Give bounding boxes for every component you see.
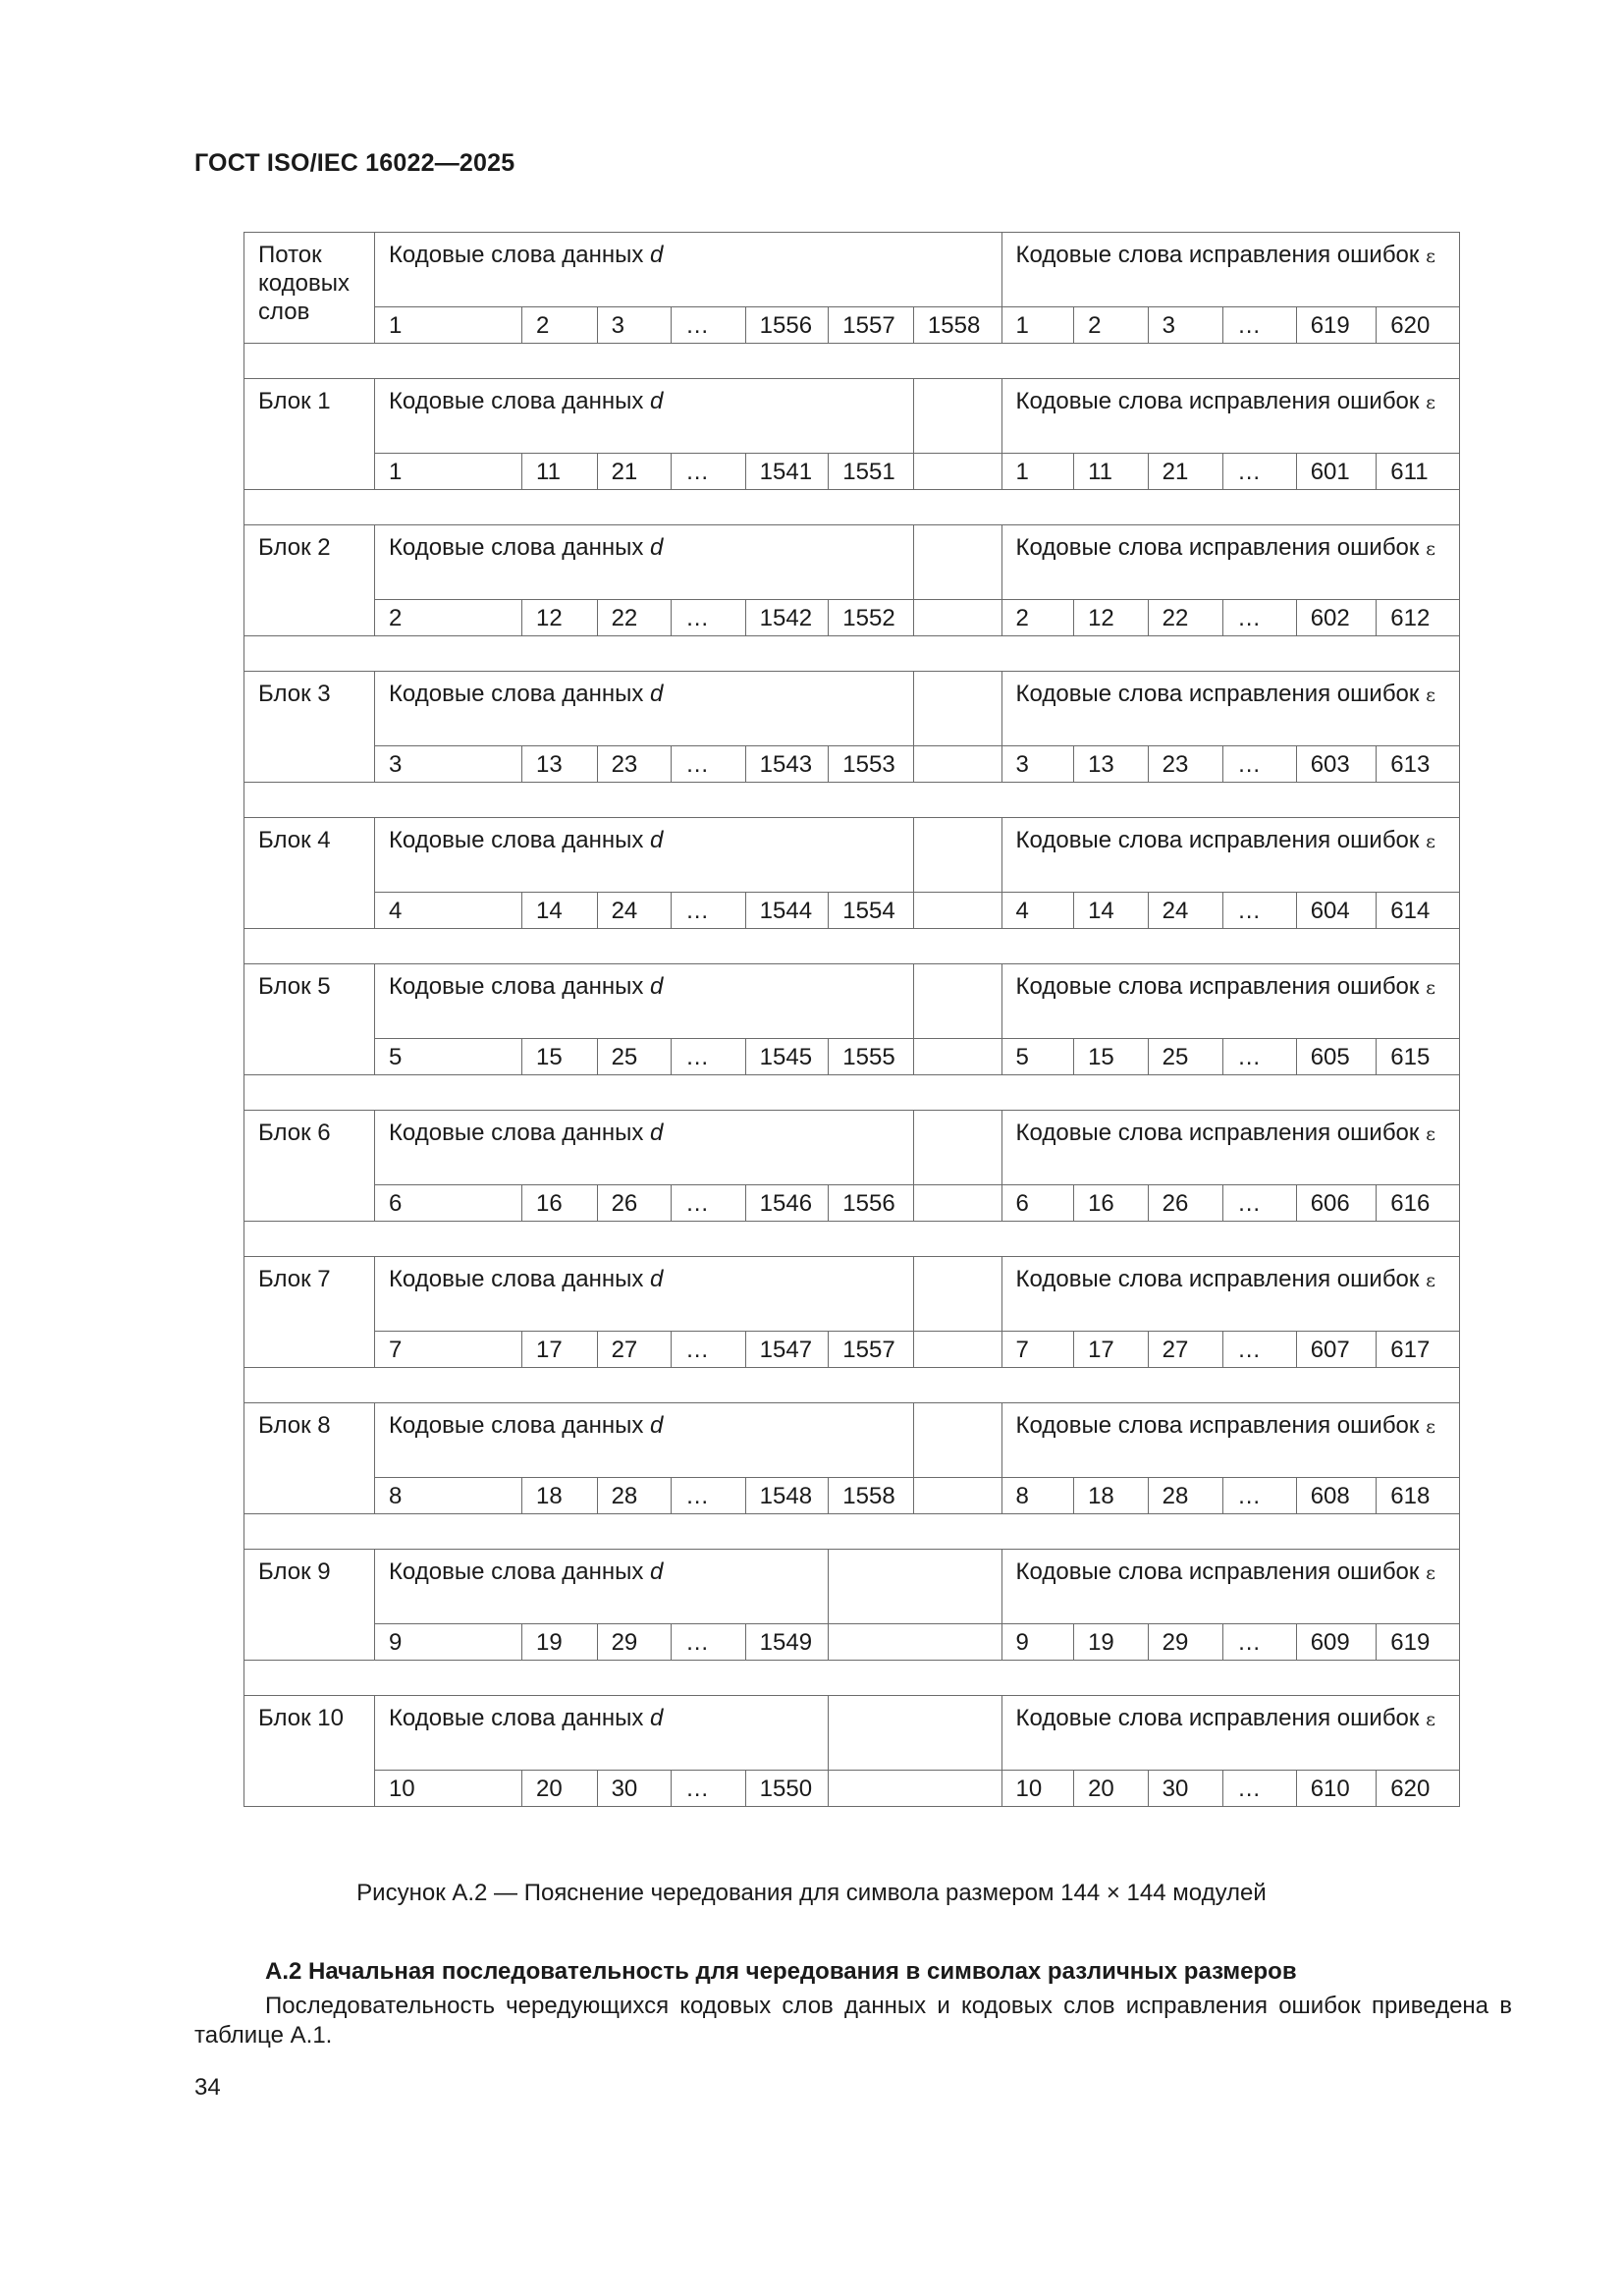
- block-label: Блок 1: [244, 379, 375, 490]
- block-data-number: 29: [597, 1624, 672, 1661]
- data-label: Кодовые слова данных: [388, 1558, 644, 1585]
- block-label: Блок 8: [244, 1403, 375, 1514]
- block-ecc-header: [1001, 964, 1459, 1039]
- block-ecc-number: 20: [1074, 1771, 1149, 1807]
- block-data-header: [374, 1696, 828, 1771]
- block-ecc-number: …: [1223, 1185, 1297, 1222]
- data-symbol: d: [650, 1705, 664, 1731]
- block-data-number: 4: [374, 893, 521, 929]
- block-empty-header: [913, 818, 1001, 893]
- block-ecc-number: 614: [1377, 893, 1460, 929]
- ecc-symbol: ε: [1426, 1562, 1435, 1584]
- block-ecc-number: …: [1223, 1624, 1297, 1661]
- ecc-symbol: ε: [1426, 977, 1435, 999]
- block-data-number: 1546: [745, 1185, 829, 1222]
- block-data-number: 9: [374, 1624, 521, 1661]
- block-ecc-number: 612: [1377, 600, 1460, 636]
- ecc-label: Кодовые слова исправления ошибок: [1015, 1412, 1420, 1439]
- ecc-symbol: ε: [1426, 831, 1435, 852]
- block-data-number: 22: [597, 600, 672, 636]
- stream-ecc-number: 619: [1296, 307, 1377, 344]
- block-ecc-number: 615: [1377, 1039, 1460, 1075]
- block-ecc-number: 613: [1377, 746, 1460, 783]
- block-ecc-number: 601: [1296, 454, 1377, 490]
- block-label: Блок 10: [244, 1696, 375, 1807]
- block-data-number: 17: [522, 1332, 598, 1368]
- block-ecc-number: …: [1223, 1771, 1297, 1807]
- ecc-symbol: ε: [1426, 538, 1435, 560]
- block-header-row: [244, 672, 1460, 746]
- block-header-row: [244, 1550, 1460, 1624]
- block-ecc-number: 11: [1074, 454, 1149, 490]
- block-data-number: 1558: [829, 1478, 914, 1514]
- block-data-number: …: [672, 1624, 746, 1661]
- block-empty-cell: [913, 1185, 1001, 1222]
- data-label: Кодовые слова данных: [388, 1705, 644, 1731]
- block-ecc-header: [1001, 1257, 1459, 1332]
- block-ecc-number: 29: [1148, 1624, 1223, 1661]
- block-empty-header: [913, 1257, 1001, 1332]
- block-ecc-number: 19: [1074, 1624, 1149, 1661]
- block-data-number: …: [672, 893, 746, 929]
- ecc-symbol: ε: [1426, 246, 1435, 267]
- block-data-number: …: [672, 600, 746, 636]
- block-ecc-number: 15: [1074, 1039, 1149, 1075]
- block-data-number: 1553: [829, 746, 914, 783]
- block-empty-cell: [913, 454, 1001, 490]
- block-data-number: 1549: [745, 1624, 829, 1661]
- figure-caption: Рисунок А.2 — Пояснение чередования для символа размером 144 × 144 модулей: [356, 1880, 1267, 1906]
- block-ecc-number: 21: [1148, 454, 1223, 490]
- spacer-cell: [244, 929, 1460, 964]
- block-data-number: 1552: [829, 600, 914, 636]
- interleaving-figure-table: [243, 232, 1460, 1807]
- block-ecc-number: 1: [1001, 454, 1074, 490]
- block-ecc-number: …: [1223, 746, 1297, 783]
- spacer-row: [244, 929, 1460, 964]
- block-data-number: 1551: [829, 454, 914, 490]
- block-data-number: 24: [597, 893, 672, 929]
- block-empty-cell: [913, 1039, 1001, 1075]
- block-ecc-number: 7: [1001, 1332, 1074, 1368]
- data-label: Кодовые слова данных: [388, 388, 644, 414]
- block-ecc-number: 607: [1296, 1332, 1377, 1368]
- block-ecc-number: 611: [1377, 454, 1460, 490]
- data-label: Кодовые слова данных: [388, 1266, 644, 1292]
- block-data-number: 18: [522, 1478, 598, 1514]
- block-data-header: [374, 1257, 913, 1332]
- block-header-row: [244, 379, 1460, 454]
- block-data-number: 27: [597, 1332, 672, 1368]
- data-symbol: d: [650, 1266, 664, 1292]
- block-data-number: 6: [374, 1185, 521, 1222]
- block-empty-header: [913, 672, 1001, 746]
- block-data-header: [374, 1111, 913, 1185]
- block-data-number: 1550: [745, 1771, 829, 1807]
- spacer-row: [244, 1222, 1460, 1257]
- stream-data-number: 2: [522, 307, 598, 344]
- block-label: Блок 9: [244, 1550, 375, 1661]
- data-symbol: d: [650, 827, 664, 853]
- stream-data-number: 1557: [829, 307, 914, 344]
- block-data-number: …: [672, 1185, 746, 1222]
- block-label: Блок 2: [244, 525, 375, 636]
- block-numbers-row: [244, 893, 1460, 929]
- data-symbol: d: [650, 973, 664, 1000]
- block-empty-cell: [829, 1624, 1001, 1661]
- block-ecc-number: …: [1223, 893, 1297, 929]
- block-ecc-number: 603: [1296, 746, 1377, 783]
- block-data-number: 28: [597, 1478, 672, 1514]
- block-ecc-number: …: [1223, 600, 1297, 636]
- spacer-row: [244, 1514, 1460, 1550]
- block-ecc-number: 13: [1074, 746, 1149, 783]
- block-empty-cell: [913, 746, 1001, 783]
- block-data-number: 5: [374, 1039, 521, 1075]
- data-label: Кодовые слова данных: [388, 827, 644, 853]
- block-ecc-header: [1001, 818, 1459, 893]
- spacer-cell: [244, 1368, 1460, 1403]
- stream-label: Поток кодовых слов: [244, 233, 375, 344]
- block-ecc-number: 17: [1074, 1332, 1149, 1368]
- block-numbers-row: [244, 746, 1460, 783]
- spacer-row: [244, 1075, 1460, 1111]
- block-ecc-number: 604: [1296, 893, 1377, 929]
- block-data-number: 1544: [745, 893, 829, 929]
- block-ecc-number: 620: [1377, 1771, 1460, 1807]
- block-ecc-number: …: [1223, 1039, 1297, 1075]
- ecc-symbol: ε: [1426, 1416, 1435, 1438]
- spacer-row: [244, 1368, 1460, 1403]
- spacer-cell: [244, 1075, 1460, 1111]
- block-data-number: 20: [522, 1771, 598, 1807]
- block-data-number: 1548: [745, 1478, 829, 1514]
- block-empty-header: [913, 1403, 1001, 1478]
- block-ecc-number: 609: [1296, 1624, 1377, 1661]
- block-data-number: 3: [374, 746, 521, 783]
- block-ecc-number: 6: [1001, 1185, 1074, 1222]
- block-numbers-row: [244, 1771, 1460, 1807]
- stream-ecc-header: [1001, 233, 1459, 307]
- block-numbers-row: [244, 1039, 1460, 1075]
- block-data-number: 12: [522, 600, 598, 636]
- block-header-row: [244, 1111, 1460, 1185]
- block-numbers-row: [244, 1478, 1460, 1514]
- block-ecc-number: 618: [1377, 1478, 1460, 1514]
- data-symbol: d: [650, 242, 664, 268]
- block-data-number: 15: [522, 1039, 598, 1075]
- spacer-row: [244, 344, 1460, 379]
- block-ecc-number: 619: [1377, 1624, 1460, 1661]
- stream-ecc-number: 620: [1377, 307, 1460, 344]
- block-data-number: 1557: [829, 1332, 914, 1368]
- block-empty-cell: [829, 1771, 1001, 1807]
- block-ecc-header: [1001, 525, 1459, 600]
- spacer-row: [244, 783, 1460, 818]
- block-header-row: [244, 964, 1460, 1039]
- block-data-number: 14: [522, 893, 598, 929]
- block-numbers-row: [244, 454, 1460, 490]
- block-empty-header: [829, 1696, 1001, 1771]
- block-empty-cell: [913, 1332, 1001, 1368]
- block-data-number: 21: [597, 454, 672, 490]
- block-label: Блок 3: [244, 672, 375, 783]
- block-ecc-number: 608: [1296, 1478, 1377, 1514]
- stream-data-number: 3: [597, 307, 672, 344]
- block-ecc-number: 27: [1148, 1332, 1223, 1368]
- block-data-header: [374, 525, 913, 600]
- block-data-number: 1541: [745, 454, 829, 490]
- block-ecc-number: 606: [1296, 1185, 1377, 1222]
- block-data-header: [374, 672, 913, 746]
- block-ecc-number: 4: [1001, 893, 1074, 929]
- block-empty-header: [913, 525, 1001, 600]
- block-data-number: 11: [522, 454, 598, 490]
- block-data-number: 10: [374, 1771, 521, 1807]
- data-symbol: d: [650, 1412, 664, 1439]
- block-empty-header: [913, 379, 1001, 454]
- block-ecc-number: 10: [1001, 1771, 1074, 1807]
- block-data-number: 1554: [829, 893, 914, 929]
- block-data-number: …: [672, 1039, 746, 1075]
- block-empty-cell: [913, 1478, 1001, 1514]
- block-ecc-number: 28: [1148, 1478, 1223, 1514]
- block-ecc-number: 12: [1074, 600, 1149, 636]
- data-label: Кодовые слова данных: [388, 534, 644, 561]
- block-data-number: …: [672, 1478, 746, 1514]
- block-data-number: 25: [597, 1039, 672, 1075]
- block-data-number: 1: [374, 454, 521, 490]
- block-label: Блок 6: [244, 1111, 375, 1222]
- stream-data-number: 1: [374, 307, 521, 344]
- block-data-number: 16: [522, 1185, 598, 1222]
- ecc-symbol: ε: [1426, 392, 1435, 413]
- block-ecc-number: 5: [1001, 1039, 1074, 1075]
- spacer-row: [244, 490, 1460, 525]
- data-label: Кодовые слова данных: [388, 1412, 644, 1439]
- block-label: Блок 7: [244, 1257, 375, 1368]
- ecc-symbol: ε: [1426, 684, 1435, 706]
- ecc-symbol: ε: [1426, 1123, 1435, 1145]
- ecc-label: Кодовые слова исправления ошибок: [1015, 827, 1420, 853]
- block-data-number: 1555: [829, 1039, 914, 1075]
- block-data-header: [374, 379, 913, 454]
- data-symbol: d: [650, 388, 664, 414]
- block-ecc-header: [1001, 672, 1459, 746]
- block-empty-header: [829, 1550, 1001, 1624]
- stream-data-number: 1556: [745, 307, 829, 344]
- block-empty-header: [913, 964, 1001, 1039]
- block-ecc-number: 3: [1001, 746, 1074, 783]
- block-label: Блок 4: [244, 818, 375, 929]
- block-ecc-number: 602: [1296, 600, 1377, 636]
- block-numbers-row: [244, 1332, 1460, 1368]
- block-ecc-number: 2: [1001, 600, 1074, 636]
- stream-header-row: [244, 233, 1460, 307]
- spacer-cell: [244, 490, 1460, 525]
- block-ecc-number: 26: [1148, 1185, 1223, 1222]
- block-data-header: [374, 964, 913, 1039]
- block-data-header: [374, 1550, 828, 1624]
- block-data-number: 23: [597, 746, 672, 783]
- block-data-number: 26: [597, 1185, 672, 1222]
- ecc-label: Кодовые слова исправления ошибок: [1015, 388, 1420, 414]
- ecc-symbol: ε: [1426, 1709, 1435, 1730]
- ecc-label: Кодовые слова исправления ошибок: [1015, 534, 1420, 561]
- block-data-number: 13: [522, 746, 598, 783]
- spacer-row: [244, 636, 1460, 672]
- block-empty-cell: [913, 600, 1001, 636]
- block-ecc-number: 18: [1074, 1478, 1149, 1514]
- stream-ecc-number: …: [1223, 307, 1297, 344]
- stream-numbers-row: [244, 307, 1460, 344]
- block-ecc-number: 25: [1148, 1039, 1223, 1075]
- block-data-number: 7: [374, 1332, 521, 1368]
- block-numbers-row: [244, 1624, 1460, 1661]
- block-header-row: [244, 1696, 1460, 1771]
- spacer-cell: [244, 344, 1460, 379]
- block-data-number: 1547: [745, 1332, 829, 1368]
- block-ecc-number: …: [1223, 1332, 1297, 1368]
- block-ecc-number: 9: [1001, 1624, 1074, 1661]
- data-symbol: d: [650, 681, 664, 707]
- block-ecc-number: 610: [1296, 1771, 1377, 1807]
- block-data-number: 8: [374, 1478, 521, 1514]
- block-data-number: 1543: [745, 746, 829, 783]
- data-label: Кодовые слова данных: [388, 1120, 644, 1146]
- stream-ecc-number: 3: [1148, 307, 1223, 344]
- ecc-label: Кодовые слова исправления ошибок: [1015, 242, 1420, 268]
- spacer-row: [244, 1661, 1460, 1696]
- block-header-row: [244, 1403, 1460, 1478]
- block-numbers-row: [244, 600, 1460, 636]
- spacer-cell: [244, 1661, 1460, 1696]
- spacer-cell: [244, 636, 1460, 672]
- block-ecc-number: 605: [1296, 1039, 1377, 1075]
- data-label: Кодовые слова данных: [388, 973, 644, 1000]
- page-number: 34: [194, 2074, 221, 2101]
- block-ecc-number: 617: [1377, 1332, 1460, 1368]
- block-data-number: 1556: [829, 1185, 914, 1222]
- block-data-number: 1545: [745, 1039, 829, 1075]
- block-ecc-number: 24: [1148, 893, 1223, 929]
- block-header-row: [244, 525, 1460, 600]
- block-ecc-header: [1001, 1696, 1459, 1771]
- stream-data-number: …: [672, 307, 746, 344]
- stream-ecc-number: 1: [1001, 307, 1074, 344]
- block-data-number: 19: [522, 1624, 598, 1661]
- data-symbol: d: [650, 534, 664, 561]
- block-ecc-number: 30: [1148, 1771, 1223, 1807]
- stream-data-header: [374, 233, 1001, 307]
- block-data-number: …: [672, 454, 746, 490]
- ecc-label: Кодовые слова исправления ошибок: [1015, 1558, 1420, 1585]
- ecc-label: Кодовые слова исправления ошибок: [1015, 1705, 1420, 1731]
- block-header-row: [244, 818, 1460, 893]
- block-data-number: 30: [597, 1771, 672, 1807]
- ecc-label: Кодовые слова исправления ошибок: [1015, 973, 1420, 1000]
- block-empty-cell: [913, 893, 1001, 929]
- block-empty-header: [913, 1111, 1001, 1185]
- ecc-symbol: ε: [1426, 1270, 1435, 1291]
- block-label: Блок 5: [244, 964, 375, 1075]
- stream-ecc-number: 2: [1074, 307, 1149, 344]
- block-header-row: [244, 1257, 1460, 1332]
- block-ecc-number: 22: [1148, 600, 1223, 636]
- block-ecc-number: 23: [1148, 746, 1223, 783]
- block-ecc-header: [1001, 1550, 1459, 1624]
- stream-data-number: 1558: [913, 307, 1001, 344]
- block-data-number: …: [672, 1332, 746, 1368]
- spacer-cell: [244, 1222, 1460, 1257]
- section-paragraph: Последовательность чередующихся кодовых слов данных и кодовых слов исправления ошибок приведена в таблице А.1.: [194, 1993, 1512, 2049]
- spacer-cell: [244, 783, 1460, 818]
- ecc-label: Кодовые слова исправления ошибок: [1015, 1120, 1420, 1146]
- data-label: Кодовые слова данных: [388, 242, 644, 268]
- block-data-header: [374, 818, 913, 893]
- block-data-number: 1542: [745, 600, 829, 636]
- block-data-header: [374, 1403, 913, 1478]
- block-ecc-header: [1001, 1403, 1459, 1478]
- block-numbers-row: [244, 1185, 1460, 1222]
- block-ecc-number: 616: [1377, 1185, 1460, 1222]
- block-ecc-header: [1001, 1111, 1459, 1185]
- section-title: А.2 Начальная последовательность для чередования в символах различных размеров: [265, 1958, 1297, 1985]
- block-data-number: 2: [374, 600, 521, 636]
- block-ecc-number: 8: [1001, 1478, 1074, 1514]
- data-symbol: d: [650, 1558, 664, 1585]
- block-ecc-number: 14: [1074, 893, 1149, 929]
- block-ecc-number: …: [1223, 454, 1297, 490]
- block-ecc-number: 16: [1074, 1185, 1149, 1222]
- ecc-label: Кодовые слова исправления ошибок: [1015, 681, 1420, 707]
- block-ecc-header: [1001, 379, 1459, 454]
- spacer-cell: [244, 1514, 1460, 1550]
- data-label: Кодовые слова данных: [388, 681, 644, 707]
- block-data-number: …: [672, 746, 746, 783]
- block-data-number: …: [672, 1771, 746, 1807]
- document-header: ГОСТ ISO/IEC 16022—2025: [194, 149, 515, 177]
- block-ecc-number: …: [1223, 1478, 1297, 1514]
- data-symbol: d: [650, 1120, 664, 1146]
- ecc-label: Кодовые слова исправления ошибок: [1015, 1266, 1420, 1292]
